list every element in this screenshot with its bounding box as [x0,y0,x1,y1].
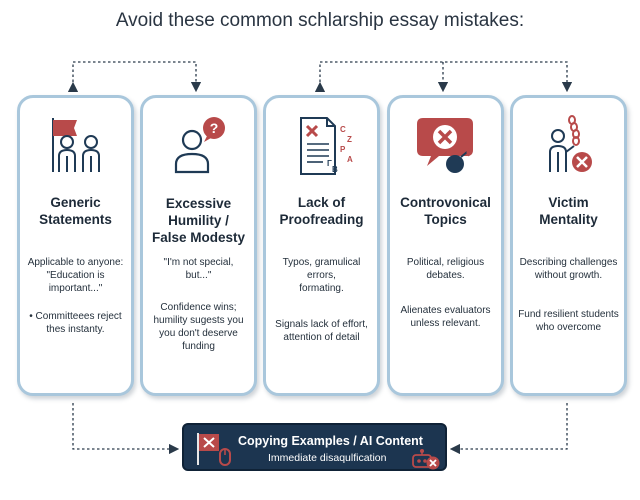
svg-text:Z: Z [346,135,352,144]
card-note: Confidence wins; humility sugests you you don't deserve funding [153,302,244,352]
card-description: Applicable to anyone: "Education is important..." [27,257,124,294]
card-excessive-humility [140,95,257,396]
card-heading: Excessive Humility / False Modesty [151,196,246,245]
card-note: Signals lack of effort, attention of detail [275,319,368,343]
card-heading: Victim Mentality [539,195,598,227]
svg-text:C: C [339,125,346,134]
card-description: Political, religious debates. [406,257,485,281]
card-note: Alienates evaluators unless relevant. [400,305,491,329]
card-victim-mentality [510,95,627,396]
svg-text:B: B [331,165,338,174]
card-heading: Generic Statements [39,195,112,227]
bottom-subtitle: Immediate disaqulfication [268,452,387,464]
document-errors-icon [266,112,377,178]
card-note: Fund resilient students who overcome [518,309,619,333]
card-note: • Committeees reject thes instanty. [29,311,122,335]
robot-cancel-icon [410,447,442,476]
chained-person-icon [513,112,624,178]
svg-text:A: A [346,155,353,164]
flag-mouse-icon [194,431,234,472]
svg-text:?: ? [209,120,218,136]
card-description: "I'm not special, but..." [163,257,234,281]
svg-text:Γ: Γ [326,159,332,168]
bottom-title: Copying Examples / AI Content [238,434,423,448]
card-heading: Controvonical Topics [400,195,491,227]
bottom-warning-box [182,423,447,471]
person-question-icon [143,112,254,178]
card-description: Describing challenges without growth. [519,257,618,281]
svg-text:P: P [339,145,345,154]
people-with-flag-icon [20,112,131,178]
card-generic-statements [17,95,134,396]
card-description: Typos, gramulical errors, formating. [282,257,361,294]
page-title: Avoid these common schlarship essay mistakes: [115,10,525,31]
card-lack-of-proofreading [263,95,380,396]
card-heading: Lack of Proofreading [279,195,364,227]
speech-bubble-bomb-icon [390,112,501,178]
card-controversial-topics [387,95,504,396]
